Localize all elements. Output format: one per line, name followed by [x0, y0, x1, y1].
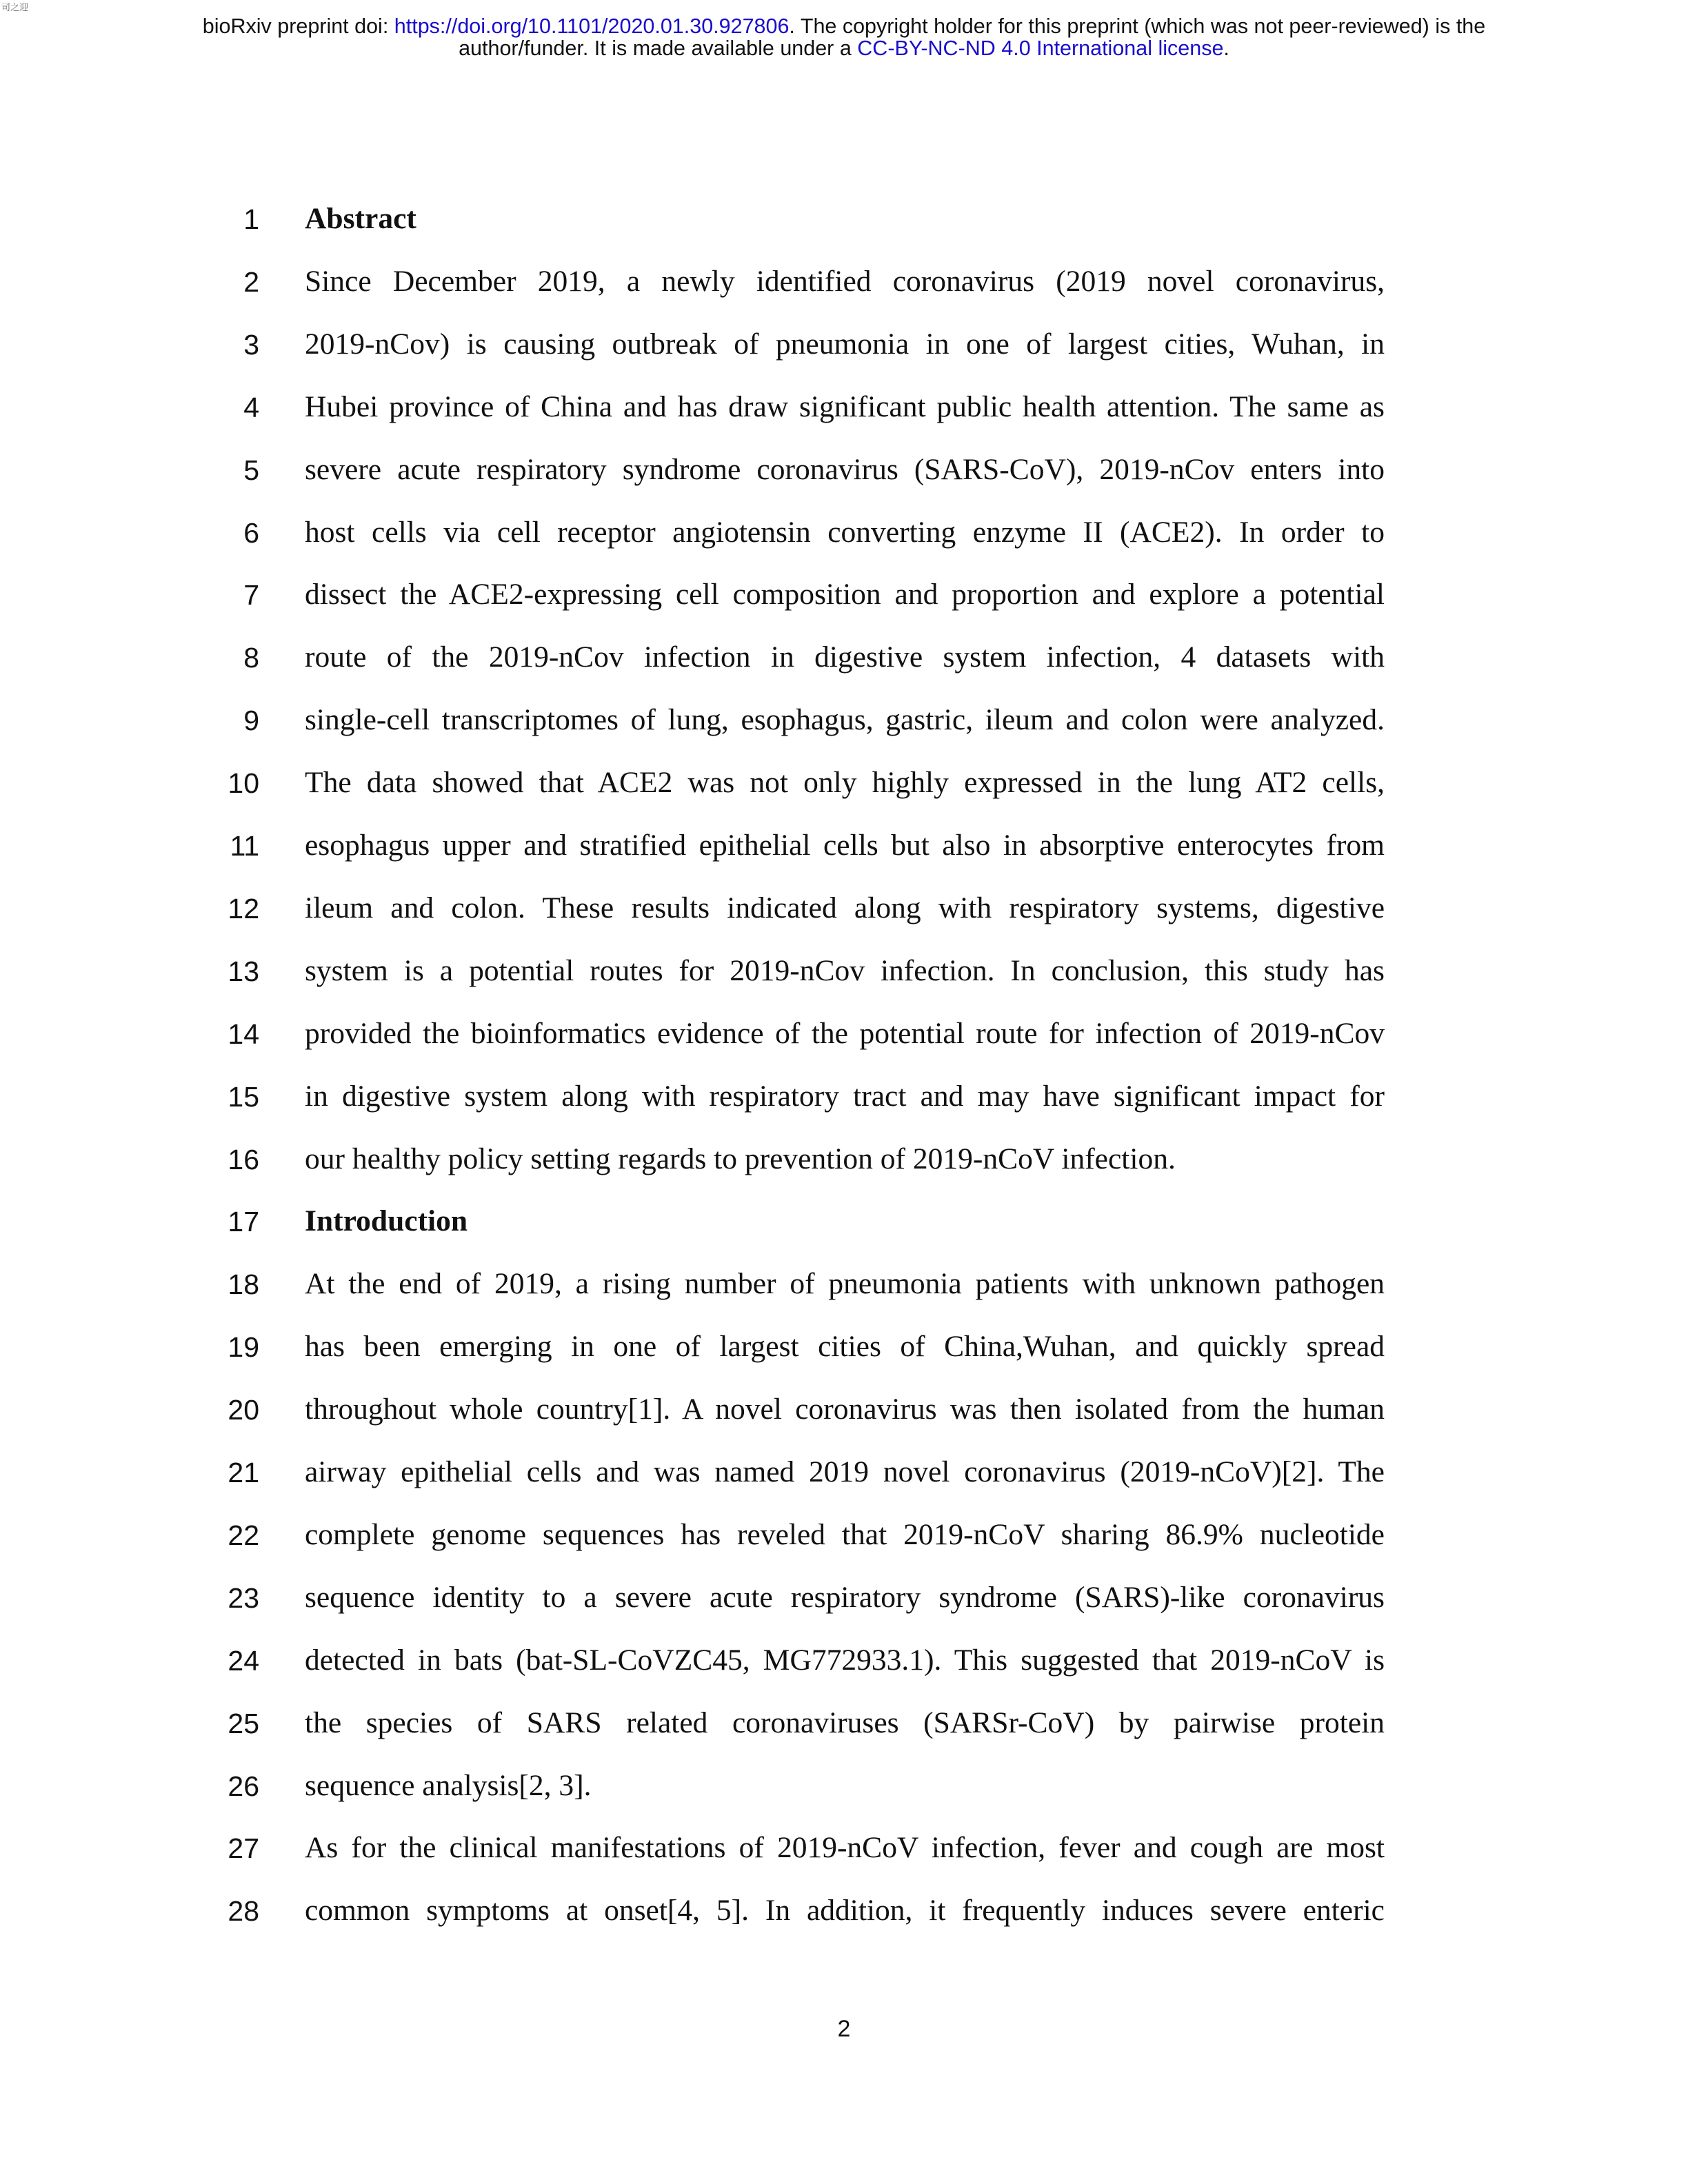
line-text: throughout whole country[1]. A novel coronavirus was then isolated from the human	[305, 1393, 1385, 1426]
line-text: has been emerging in one of largest cities of China,Wuhan, and quickly spread	[305, 1330, 1385, 1364]
line-text: route of the 2019-nCov infection in digestive system infection, 4 datasets with	[305, 640, 1385, 674]
line-text: sequence analysis[2, 3].	[305, 1768, 592, 1802]
line-number: 27	[228, 1832, 259, 1865]
line-number: 3	[243, 328, 259, 361]
manuscript-line	[0, 626, 1688, 689]
line-text: dissect the ACE2-expressing cell composition and proportion and explore a potential	[305, 578, 1385, 611]
manuscript-line	[0, 1190, 1688, 1253]
header-line-2	[0, 37, 1688, 59]
line-number: 19	[228, 1331, 259, 1364]
line-number: 8	[243, 642, 259, 674]
line-number: 17	[228, 1206, 259, 1238]
line-text: single-cell transcriptomes of lung, esophagus, gastric, ileum and colon were analyzed.	[305, 703, 1385, 737]
section-heading: Introduction	[305, 1204, 468, 1238]
manuscript-line	[0, 438, 1688, 502]
manuscript-line	[0, 250, 1688, 314]
header-line-1	[0, 15, 1688, 37]
line-number: 25	[228, 1707, 259, 1739]
line-number: 21	[228, 1457, 259, 1488]
line-number: 26	[228, 1770, 259, 1802]
line-number: 6	[243, 516, 259, 549]
line-number: 22	[228, 1519, 259, 1551]
manuscript-line	[0, 1065, 1688, 1129]
line-number: 2	[243, 265, 259, 298]
manuscript-line	[0, 1504, 1688, 1567]
line-text: complete genome sequences has reveled that 2019-nCoV sharing 86.9% nucleotide	[305, 1517, 1385, 1551]
manuscript-line	[0, 313, 1688, 376]
line-number: 20	[228, 1394, 259, 1426]
manuscript-line	[0, 563, 1688, 627]
manuscript-line	[0, 1253, 1688, 1316]
line-text: sequence identity to a severe acute respiratory syndrome (SARS)-like coronavirus	[305, 1580, 1385, 1614]
line-text: in digestive system along with respiratory tract and may have significant impact for	[305, 1079, 1385, 1113]
manuscript-line	[0, 501, 1688, 565]
line-text: severe acute respiratory syndrome coronavirus (SARS-CoV), 2019-nCov enters into	[305, 452, 1385, 486]
manuscript-line	[0, 1441, 1688, 1504]
manuscript-line	[0, 1692, 1688, 1755]
line-number: 14	[228, 1018, 259, 1050]
line-number: 13	[228, 955, 259, 987]
manuscript-line	[0, 877, 1688, 940]
doi-link[interactable]: https://doi.org/10.1101/2020.01.30.927806	[394, 14, 790, 38]
line-number: 7	[243, 579, 259, 611]
line-number: 12	[228, 892, 259, 924]
line-text: 2019-nCov) is causing outbreak of pneumonia in one of largest cities, Wuhan, in	[305, 327, 1385, 361]
line-text: detected in bats (bat-SL-CoVZC45, MG772933.1). This suggested that 2019-nCoV is	[305, 1643, 1385, 1677]
line-text: Since December 2019, a newly identified coronavirus (2019 novel coronavirus,	[305, 264, 1385, 298]
manuscript-line	[0, 1128, 1688, 1191]
manuscript-line	[0, 751, 1688, 815]
manuscript-line	[0, 940, 1688, 1003]
manuscript-line	[0, 1817, 1688, 1880]
manuscript-line	[0, 188, 1688, 251]
line-number: 4	[243, 391, 259, 423]
watermark-text: 司之迎	[1, 3, 29, 13]
manuscript-line	[0, 376, 1688, 439]
line-number: 10	[228, 767, 259, 800]
line-text: our healthy policy setting regards to prevention of 2019-nCoV infection.	[305, 1142, 1176, 1175]
line-text: host cells via cell receptor angiotensin converting enzyme II (ACE2). In order to	[305, 515, 1385, 549]
line-text: provided the bioinformatics evidence of the potential route for infection of 2019-nCov	[305, 1016, 1385, 1050]
line-number: 15	[228, 1080, 259, 1113]
page-number: 2	[837, 2016, 851, 2042]
manuscript-line	[0, 1566, 1688, 1630]
line-text: At the end of 2019, a rising number of pneumonia patients with unknown pathogen	[305, 1267, 1385, 1301]
line-text: common symptoms at onset[4, 5]. In addition, it frequently induces severe enteric	[305, 1894, 1385, 1928]
license-link[interactable]: CC-BY-NC-ND 4.0 International license	[857, 37, 1224, 60]
line-number: 1	[243, 203, 259, 235]
manuscript-line	[0, 1315, 1688, 1379]
line-number: 28	[228, 1895, 259, 1928]
line-number: 24	[228, 1644, 259, 1677]
header-line2-prefix: author/funder. It is made available under a	[459, 37, 858, 60]
line-text: ileum and colon. These results indicated along with respiratory systems, digestive	[305, 891, 1385, 924]
manuscript-line	[0, 689, 1688, 752]
manuscript-line	[0, 1879, 1688, 1943]
manuscript-line	[0, 1378, 1688, 1442]
line-text: The data showed that ACE2 was not only highly expressed in the lung AT2 cells,	[305, 766, 1385, 800]
line-number: 5	[243, 454, 259, 486]
header-copyright-text: . The copyright holder for this preprint (which was not peer-reviewed) is the	[789, 14, 1486, 38]
line-number: 16	[228, 1143, 259, 1175]
preprint-header	[0, 15, 1688, 59]
header-prefix: bioRxiv preprint doi:	[202, 14, 394, 38]
manuscript-line	[0, 1755, 1688, 1818]
header-line2-suffix: .	[1223, 37, 1229, 60]
line-number: 23	[228, 1581, 259, 1614]
line-text: the species of SARS related coronaviruses (SARSr-CoV) by pairwise protein	[305, 1706, 1385, 1739]
section-heading: Abstract	[305, 202, 416, 235]
line-text: airway epithelial cells and was named 2019 novel coronavirus (2019-nCoV)[2]. The	[305, 1455, 1385, 1488]
line-number: 18	[228, 1268, 259, 1301]
line-text: As for the clinical manifestations of 2019-nCoV infection, fever and cough are most	[305, 1831, 1385, 1865]
line-number: 11	[230, 830, 259, 862]
line-text: Hubei province of China and has draw significant public health attention. The same as	[305, 390, 1385, 423]
line-text: esophagus upper and stratified epithelial cells but also in absorptive enterocytes from	[305, 829, 1385, 862]
manuscript-line	[0, 814, 1688, 878]
line-number: 9	[243, 705, 259, 737]
manuscript-line	[0, 1002, 1688, 1066]
manuscript-line	[0, 1629, 1688, 1692]
line-text: system is a potential routes for 2019-nCov infection. In conclusion, this study has	[305, 953, 1385, 987]
